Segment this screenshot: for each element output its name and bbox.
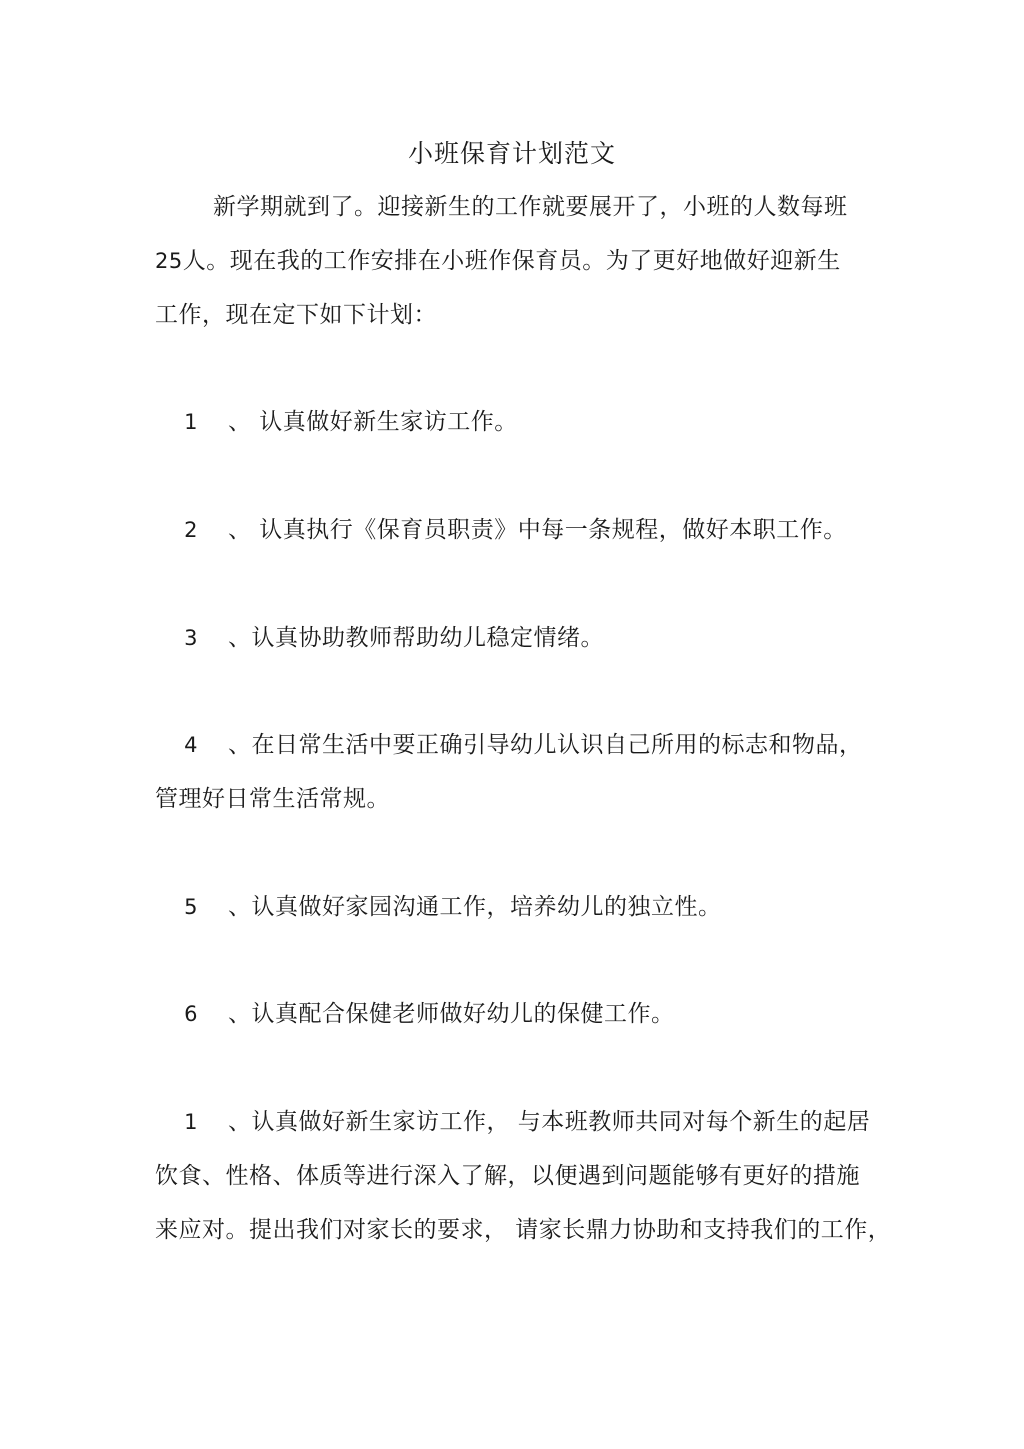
list-item-number: 2 (184, 518, 198, 542)
intro-line-3: 工作，现在定下如下计划： (155, 302, 437, 328)
list-item (178, 999, 675, 1029)
detail-line-2: 饮食、性格、体质等进行深入了解，以便遇到问题能够有更好的措施 (155, 1163, 860, 1189)
intro-line-1: 新学期就到了。迎接新生的工作就要展开了，小班的人数每班 (213, 194, 848, 220)
detail-number: 1 (184, 1110, 198, 1134)
list-item-text: 、认真协助教师帮助幼儿稳定情绪。 (228, 625, 604, 651)
list-item (178, 730, 863, 760)
detail-text: 、认真做好新生家访工作， 与本班教师共同对每个新生的起居 (228, 1109, 871, 1135)
list-item-continuation: 管理好日常生活常规。 (155, 786, 390, 812)
list-item-text: 、在日常生活中要正确引导幼儿认识自己所用的标志和物品， (228, 732, 863, 758)
list-item-number: 4 (184, 733, 198, 757)
intro-student-count: 25 (155, 249, 183, 273)
document-title: 小班保育计划范文 (407, 139, 616, 168)
list-item-number: 5 (184, 895, 198, 919)
intro-line-2-text: 人。现在我的工作安排在小班作保育员。为了更好地做好迎新生 (182, 248, 841, 274)
list-item-number: 6 (184, 1002, 198, 1026)
detail-line-3: 来应对。提出我们对家长的要求， 请家长鼎力协助和支持我们的工作， (155, 1217, 892, 1243)
intro-line-2 (155, 246, 841, 276)
list-item-number: 1 (184, 410, 198, 434)
list-item (178, 515, 847, 545)
list-item (178, 623, 604, 653)
detail-line-1 (178, 1107, 870, 1137)
list-item-text: 、 认真执行《保育员职责》中每一条规程，做好本职工作。 (228, 517, 847, 543)
list-item-number: 3 (184, 626, 198, 650)
list-item-text: 、认真配合保健老师做好幼儿的保健工作。 (228, 1001, 675, 1027)
list-item (178, 892, 722, 922)
list-item (178, 407, 518, 437)
list-item-text: 、 认真做好新生家访工作。 (228, 409, 518, 435)
list-item-text: 、认真做好家园沟通工作，培养幼儿的独立性。 (228, 894, 722, 920)
